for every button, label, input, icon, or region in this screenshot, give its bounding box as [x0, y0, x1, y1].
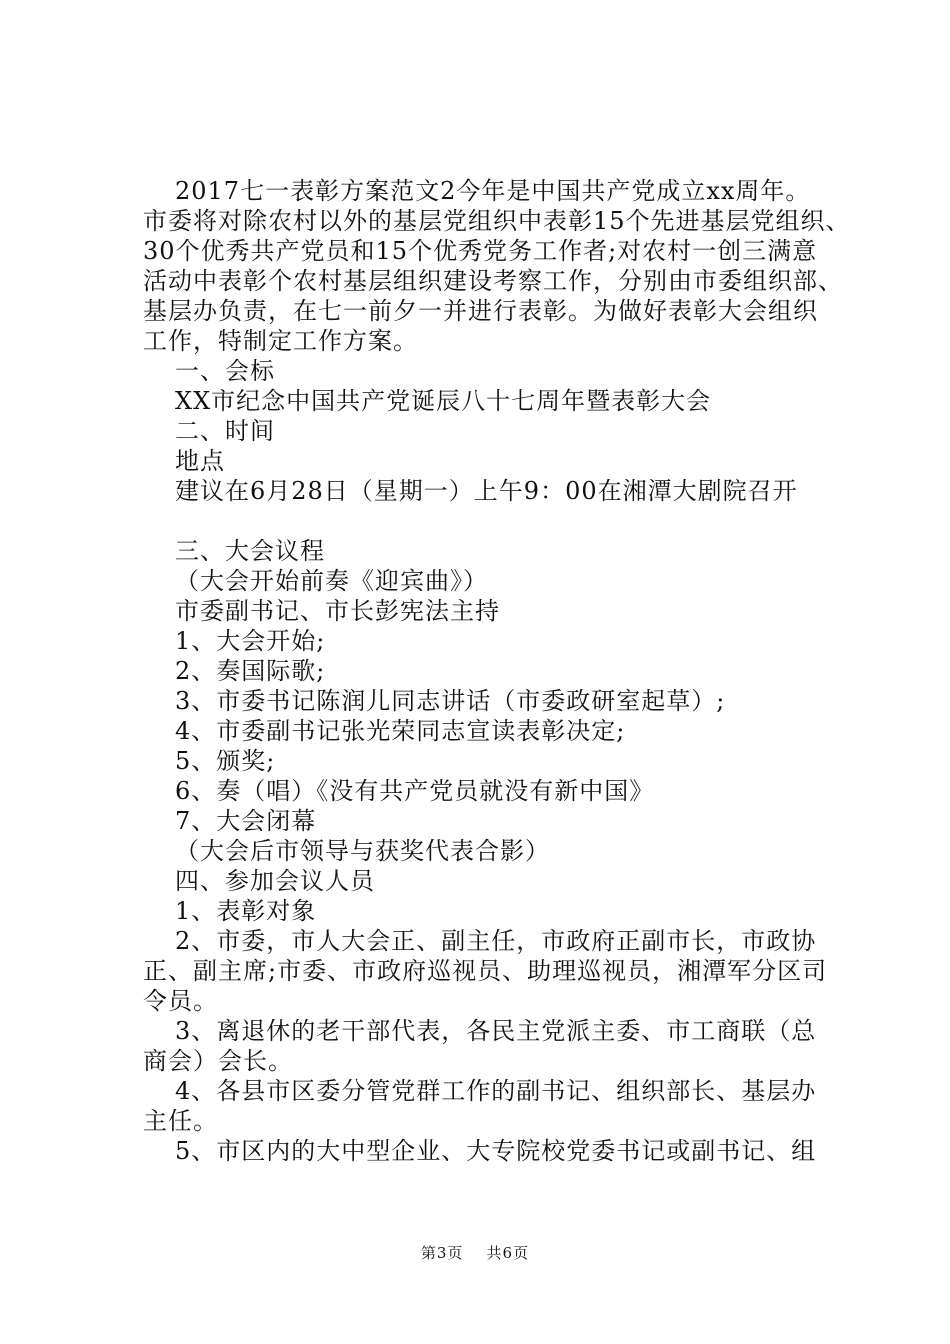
blank-line [143, 506, 843, 536]
text-line: 商会）会长。 [143, 1047, 293, 1075]
text-line: 地点 [175, 447, 225, 475]
text-line: 1、表彰对象 [175, 897, 317, 925]
document-body [143, 176, 851, 1166]
text-line: 三、大会议程 [175, 537, 325, 565]
text-line: 正、副主席;市委、市政府巡视员、助理巡视员，湘潭军分区司 [143, 957, 828, 985]
text-line: 4、各县市区委分管党群工作的副书记、组织部长、基层办 [175, 1077, 817, 1105]
text-line: 令员。 [143, 987, 218, 1015]
text-line: 主任。 [143, 1107, 218, 1135]
text-line: 市委将对除农村以外的基层党组织中表彰15个先进基层党组织、 [143, 207, 851, 235]
text-line: （大会后市领导与获奖代表合影） [175, 837, 550, 865]
text-line: XX市纪念中国共产党诞辰八十七周年暨表彰大会 [175, 387, 712, 415]
text-line: 二、时间 [175, 417, 275, 445]
text-line: 2、奏国际歌; [175, 657, 326, 685]
text-line: 基层办负责，在七一前夕一并进行表彰。为做好表彰大会组织 [143, 297, 818, 325]
text-line: 5、市区内的大中型企业、大专院校党委书记或副书记、组 [175, 1137, 817, 1165]
text-line: 7、大会闭幕 [175, 807, 317, 835]
page-total: 共6页 [486, 1244, 530, 1262]
text-line: 四、参加会议人员 [175, 867, 375, 895]
text-line: 1、大会开始; [175, 627, 326, 655]
text-line: 3、市委书记陈润儿同志讲话（市委政研室起草）; [175, 687, 726, 715]
text-line: 3、离退休的老干部代表，各民主党派主委、市工商联（总 [175, 1017, 817, 1045]
page-footer [0, 1243, 950, 1263]
text-line: 6、奏（唱）《没有共产党员就没有新中国》 [175, 777, 655, 805]
footer-spacer [469, 1244, 481, 1262]
text-line: 30个优秀共产党员和15个优秀党务工作者;对农村一创三满意 [143, 237, 818, 265]
text-line: （大会开始前奏《迎宾曲》） [175, 567, 488, 595]
text-line: 建议在6月28日（星期一）上午9：00在湘潭大剧院召开 [175, 477, 798, 505]
text-line: 市委副书记、市长彭宪法主持 [175, 597, 500, 625]
text-line: 5、颁奖; [175, 747, 276, 775]
text-line: 4、市委副书记张光荣同志宣读表彰决定; [175, 717, 626, 745]
page-number: 第3页 [420, 1244, 464, 1262]
text-line: 活动中表彰个农村基层组织建设考察工作，分别由市委组织部、 [143, 267, 843, 295]
text-line: 工作，特制定工作方案。 [143, 327, 418, 355]
text-line: 一、会标 [175, 357, 275, 385]
text-line: 2、市委，市人大会正、副主任，市政府正副市长，市政协 [175, 927, 817, 955]
text-line: 2017七一表彰方案范文2今年是中国共产党成立xx周年。 [175, 177, 811, 205]
